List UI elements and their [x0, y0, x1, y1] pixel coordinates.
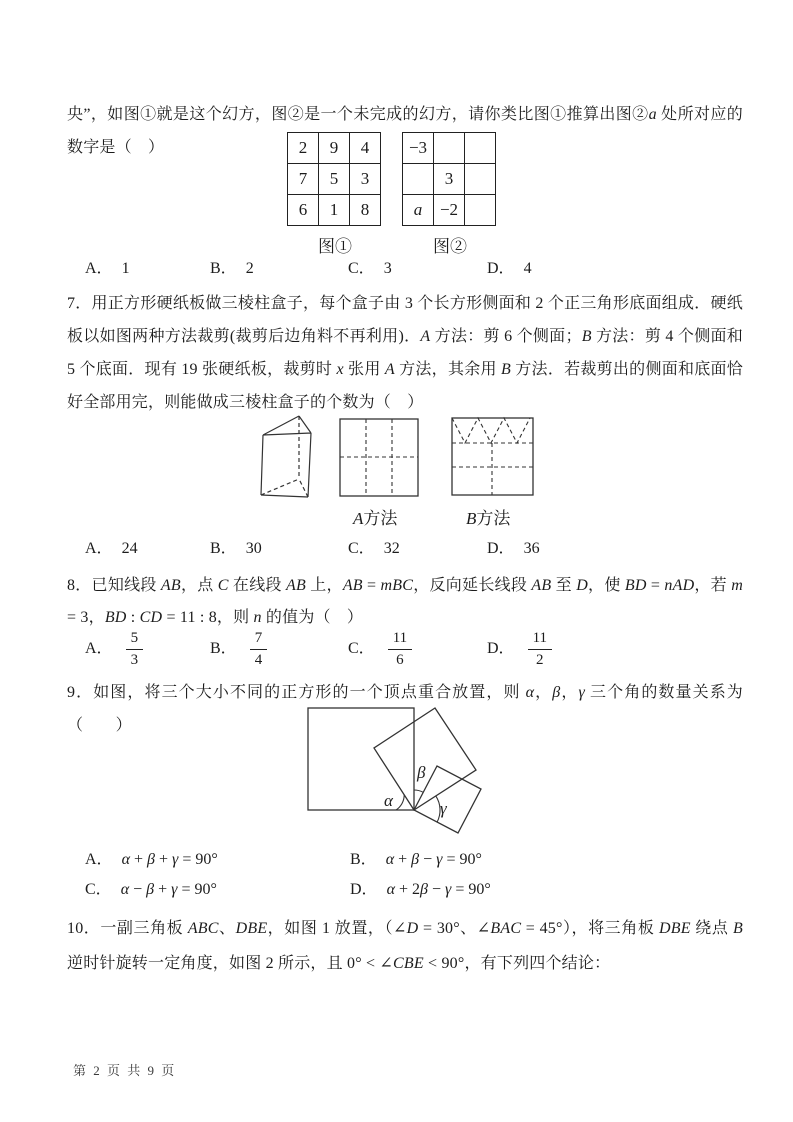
method-a-sheet-figure [340, 419, 418, 496]
prism-hidden-edges [261, 416, 308, 497]
magic-cell: −3 [403, 133, 434, 164]
q7-option-a [85, 539, 138, 559]
alpha-angle-label: α [384, 791, 393, 810]
fraction [126, 629, 144, 670]
q9-option-c [85, 880, 217, 900]
magic-cell: −2 [434, 195, 465, 226]
q8-text: 8．已知线段 AB，点 C 在线段 AB 上，AB = mBC，反向延长线段 AB 至 D，使 BD = nAD，若 m = 3，BD : CD = 11 : 8，则 n 的值为（ ） [67, 577, 743, 626]
prism-solid-edges [261, 416, 311, 497]
magic-cell: 7 [288, 164, 319, 195]
q6-continuation-text: 央”，如图①就是这个幻方，图②是一个未完成的幻方，请你类比图①推算出图②a 处所对应的数字是（ ） [67, 106, 743, 156]
q7-option-b [210, 539, 262, 559]
magic-square-figure-2 [402, 132, 496, 226]
cut-lines [340, 419, 418, 496]
option-value: 24 [121, 540, 138, 557]
fraction [250, 629, 268, 670]
option-letter: A． [85, 851, 113, 868]
figure-1-caption: 图① [318, 237, 352, 256]
option-value: 1 [121, 260, 130, 277]
option-letter: D． [350, 881, 378, 898]
magic-cell: 1 [319, 195, 350, 226]
option-value: α + β + γ = 90° [121, 851, 218, 868]
option-value: α + β − γ = 90° [385, 851, 482, 868]
page-footer: 第 2 页 共 9 页 [73, 1063, 177, 1078]
q8-option-d [487, 626, 552, 672]
large-square [308, 708, 414, 810]
magic-cell [434, 133, 465, 164]
q6-option-c [348, 259, 392, 279]
option-letter: C． [85, 881, 112, 898]
method-a-label: A方法 [353, 509, 398, 528]
q7-text: 7．用正方形硬纸板做三棱柱盒子，每个盒子由 3 个长方形侧面和 2 个正三角形底面组成．硬纸板以如图两种方法裁剪(裁剪后边角料不再利用)．A 方法：剪 6 个侧面；B 方法：剪 4 个侧面和 5 个底面．现有 19 张硬纸板，裁剪时 x 张用 A 方法，其余用 B 方法．若裁剪出的侧面和底面恰好全部用完，则能做成三棱柱盒子的个数为（ ） [67, 295, 743, 411]
cut-lines [452, 418, 533, 495]
q9-text: 9．如图，将三个大小不同的正方形的一个顶点重合放置，则 α，β，γ 三个角的数量关系为（ ） [67, 684, 744, 734]
fraction-denominator: 2 [536, 651, 544, 668]
q7-option-c [348, 539, 400, 559]
fraction-numerator: 7 [250, 629, 268, 650]
q8-option-a [85, 626, 143, 672]
magic-cell [465, 164, 496, 195]
option-letter: B． [210, 260, 237, 277]
option-value: 32 [383, 540, 400, 557]
q6-option-a [85, 259, 130, 279]
magic-cell [465, 195, 496, 226]
option-value: 36 [523, 540, 540, 557]
q9-option-a [85, 850, 218, 870]
gamma-angle-label: γ [440, 799, 447, 818]
triangular-prism-figure [261, 416, 311, 497]
q8-option-c [348, 626, 412, 672]
option-value: 2 [245, 260, 254, 277]
q7-figures [240, 402, 562, 502]
q9-option-d [350, 880, 491, 900]
option-letter: A． [85, 540, 113, 557]
option-letter: C． [348, 540, 375, 557]
option-letter: B． [210, 640, 237, 657]
option-letter: D． [487, 260, 515, 277]
option-value: 30 [245, 540, 262, 557]
option-value: α + 2β − γ = 90° [386, 881, 491, 898]
q6-option-d [487, 259, 532, 279]
method-b-sheet-figure [452, 418, 533, 495]
option-letter: D． [487, 540, 515, 557]
option-value: 3 [383, 260, 392, 277]
magic-square-figure-1 [287, 132, 381, 226]
fraction-denominator: 6 [396, 651, 404, 668]
magic-cell: 2 [288, 133, 319, 164]
fraction-numerator: 5 [126, 629, 144, 650]
q10-text: 10．一副三角板 ABC、DBE，如图 1 放置，（∠D = 30°、∠BAC = 45°），将三角板 DBE 绕点 B 逆时针旋转一定角度，如图 2 所示，且 0° < ∠CBE < 90°，有下列四个结论： [67, 920, 743, 972]
magic-cell: 3 [350, 164, 381, 195]
figure-2-caption: 图② [433, 237, 467, 256]
method-b-label: B方法 [466, 509, 511, 528]
magic-cell [465, 133, 496, 164]
fraction [528, 629, 552, 670]
angle-arcs [396, 790, 440, 822]
option-letter: C． [348, 640, 375, 657]
option-value: α − β + γ = 90° [120, 881, 217, 898]
option-value: 4 [523, 260, 532, 277]
option-letter: D． [487, 640, 515, 657]
q6-option-b [210, 259, 254, 279]
fraction-numerator: 11 [388, 629, 412, 650]
fraction-denominator: 3 [130, 651, 139, 668]
magic-cell: a [403, 195, 434, 226]
magic-cell: 9 [319, 133, 350, 164]
magic-cell [403, 164, 434, 195]
q9-option-b [350, 850, 482, 870]
option-letter: B． [210, 540, 237, 557]
q9-three-squares-figure [300, 702, 510, 844]
fraction-numerator: 11 [528, 629, 552, 650]
option-letter: B． [350, 851, 377, 868]
magic-cell: 6 [288, 195, 319, 226]
sheet-outline [452, 418, 533, 495]
q8-option-b [210, 626, 267, 672]
option-letter: A． [85, 260, 113, 277]
beta-angle-label: β [417, 763, 426, 782]
magic-cell: 8 [350, 195, 381, 226]
option-letter: A． [85, 640, 113, 657]
q7-option-d [487, 539, 540, 559]
magic-cell: 4 [350, 133, 381, 164]
fraction-denominator: 4 [254, 651, 263, 668]
magic-cell: 3 [434, 164, 465, 195]
fraction [388, 629, 412, 670]
option-letter: C． [348, 260, 375, 277]
magic-cell: 5 [319, 164, 350, 195]
